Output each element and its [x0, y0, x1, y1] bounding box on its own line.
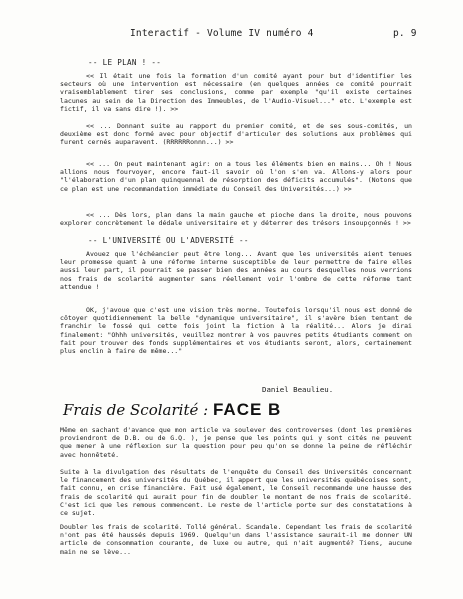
- paragraph-2: << ... Donnant suite au rapport du premier comité, et de ses sous-comités, un deuxième est donc formé avec pour objectif d'articuler des solutions aux problèmes qui furent cernés auparavent. (RRRRRRonnn...) >>: [60, 122, 412, 147]
- paragraph-3: << ... On peut maintenant agir: on a tous les éléments bien en mains... Oh ! Nous allions nous fourvoyer, encore faut-il savoir où l'on s'en va. Allons-y alors pour "l'élaboration d'un plan quinquennal de résorption des déficits accumulés". (Notons que ce plan est une recommandation immédiate du Conseil des Universités...) >>: [60, 160, 412, 193]
- article-title-script: Frais de Scolarité :: [63, 401, 209, 419]
- article-title-face-b: FACE B: [212, 400, 282, 419]
- page-header: [130, 28, 430, 39]
- paragraph-7: Même en sachant d'avance que mon article va soulever des controverses (dont les premières proviendront de D.B. ou de G.Q. ), je pense que les points qui y sont cités ne peuvent que mener à une réflexion sur la question pour peu qu'on se donne la peine de réfléchir avec honnêteté.: [60, 426, 412, 459]
- article-title: [63, 400, 281, 420]
- header-title: Interactif - Volume IV numéro 4: [130, 28, 314, 39]
- paragraph-5: Avouez que l'échéancier peut être long... Avant que les universités aient tenues leur promesse quant à une réforme interne susceptible de leur permettre de faire elles aussi leur part, il pourrait se passer bien des années au cours desquelles nous verrions nos frais de scolarité augmenter sans réellement voir l'ombre de cette réforme tant attendue !: [60, 250, 412, 291]
- paragraph-9: Doubler les frais de scolarité. Tollé général. Scandale. Cependant les frais de scolarité n'ont pas été haussés depuis 1969. Quelqu'un dans l'assistance saurait-il me donner UN article de consommation courante, de luxe ou autre, qui n'ait augmenté? Tiens, aucune main ne se lève...: [60, 523, 412, 556]
- page-number: p. 9: [393, 28, 417, 39]
- paragraph-8: Suite à la divulgation des résultats de l'enquête du Conseil des Universités concernant le financement des universités du Québec, il appert que les universités québécoises sont, fait connu, en crise financière. Fait usé également, le Conseil recommande une hausse des frais de scolarité qui aurait pour fin de doubler le montant de nos frais de scolarité. C'est ici que les remous commencent. Le reste de l'article porte sur des constatations à ce sujet.: [60, 468, 412, 518]
- section-heading-plan: -- LE PLAN ! --: [88, 58, 162, 67]
- section-heading-adversite: -- L'UNIVERSITÉ OU L'ADVERSITÉ --: [88, 236, 249, 245]
- paragraph-4: << ... Dès lors, plan dans la main gauche et pioche dans la droite, nous pouvons explorer concrètement le dédale universitaire et y déterrer des trésors insoupçonnés ! >>: [60, 211, 412, 228]
- paragraph-6: OK, j'avoue que c'est une vision très morne. Toutefois lorsqu'il nous est donné de côtoyer quotidiennement la belle "dynamique universitaire", il s'avère bien tentant de franchir le fossé qui cette fois joint la fiction à la réalité... Alors je dirai finalement: "Ohhh universités, veuillez montrer à vos pauvres petits étudiants comment on fait pour trouver des fonds supplémentaires et vos étudiants seront, alors, certainement plus enclin à faire de même...": [60, 306, 412, 356]
- author-signature: Daniel Beaulieu.: [262, 385, 334, 394]
- paragraph-1: << Il était une fois la formation d'un comité ayant pour but d'identifier les secteurs où une intervention est nécessaire (en quelques années ce comité pourrait vraisemblablement tirer ses conclusions, comme par exemple "qu'il existe certaines lacunes au sein de la Direction des Immeubles, de l'Audio-Visuel..." etc. L'exemple est fictif, il va sans dire !). >>: [60, 72, 412, 113]
